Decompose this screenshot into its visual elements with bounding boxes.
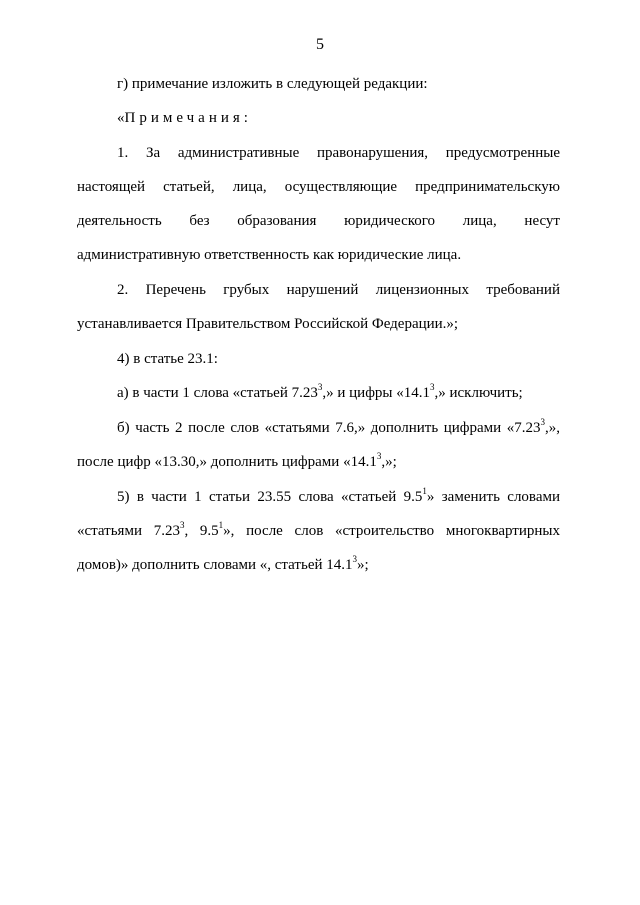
paragraph-line: 4) в статье 23.1: (117, 351, 218, 367)
notes-heading: Примечания (124, 110, 244, 126)
superscript: 3 (352, 554, 358, 564)
paragraph-line: настоящей статьей, лица, осуществляющие предпринимательскую (77, 179, 560, 195)
text: «статьями 7.23 (77, 523, 180, 539)
paragraph-line (77, 522, 560, 540)
paragraph-line: 1. За административные правонарушения, предусмотренные (117, 145, 560, 161)
superscript: 3 (540, 417, 545, 427)
text: 5) в части 1 статьи 23.55 слова «статьей 9.5 (117, 489, 423, 505)
text: « (117, 110, 125, 126)
paragraph-line (77, 556, 369, 574)
paragraph-line: 2. Перечень грубых нарушений лицензионных требований (117, 282, 560, 298)
paragraph-line (117, 109, 248, 127)
text: ,» исключить; (434, 385, 523, 401)
page-number: 5 (316, 36, 324, 53)
paragraph-line (77, 453, 397, 471)
superscript: 1 (218, 520, 224, 530)
superscript: 3 (376, 451, 382, 461)
text: , 9.5 (184, 523, 219, 539)
text: : (243, 110, 248, 126)
text: », после слов «строительство многоквартирных (223, 523, 560, 539)
paragraph-line: устанавливается Правительством Российской Федерации.»; (77, 316, 459, 332)
text: после цифр «13.30,» дополнить цифрами «14.1 (77, 454, 377, 470)
text: »; (357, 557, 369, 573)
text: г) примечание изложить в следующей редакции: (117, 76, 428, 92)
paragraph-line (117, 75, 428, 93)
superscript: 3 (430, 382, 435, 392)
paragraph-line (117, 419, 560, 437)
superscript: 3 (317, 382, 323, 392)
superscript: 3 (179, 520, 185, 530)
text: ,»; (381, 454, 397, 470)
paragraph-line (117, 384, 523, 402)
text: ,» и цифры «14.1 (322, 385, 430, 401)
text: домов)» дополнить словами «, статьей 14.1 (77, 557, 353, 573)
paragraph-line (117, 488, 560, 506)
text: » заменить словами (426, 489, 560, 505)
paragraph-line: деятельность без образования юридического лица, несут (77, 213, 560, 229)
superscript: 1 (422, 486, 427, 496)
text: б) часть 2 после слов «статьями 7.6,» дополнить цифрами «7.23 (117, 420, 541, 436)
text: ,», (545, 420, 560, 436)
text: а) в части 1 слова «статьей 7.23 (117, 385, 318, 401)
paragraph-line: административную ответственность как юридические лица. (77, 247, 462, 263)
